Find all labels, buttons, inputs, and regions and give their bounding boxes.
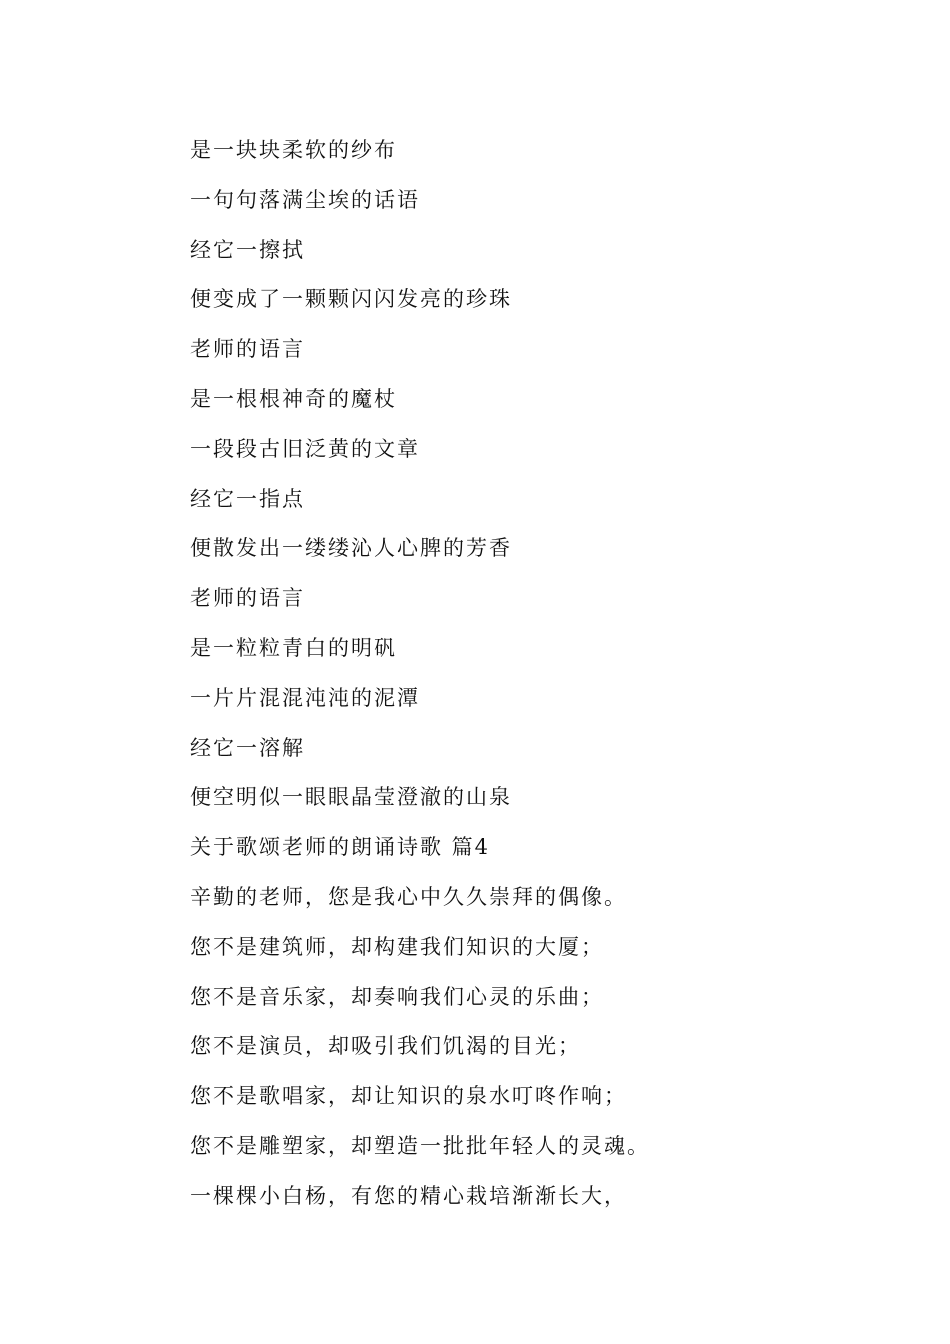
poem-text bbox=[190, 133, 890, 1229]
text-line: 您不是音乐家，却奏响我们心灵的乐曲； bbox=[190, 984, 604, 1009]
text-line: 您不是建筑师，却构建我们知识的大厦； bbox=[190, 934, 604, 959]
text-line: 是一粒粒青白的明矾 bbox=[190, 635, 397, 660]
text-line: 您不是雕塑家，却塑造一批批年轻人的灵魂。 bbox=[190, 1133, 650, 1158]
text-line: 一段段古旧泛黄的文章 bbox=[190, 436, 420, 461]
text-line: 经它一擦拭 bbox=[190, 237, 305, 262]
text-line: 经它一指点 bbox=[190, 486, 305, 511]
text-line: 便空明似一眼眼晶莹澄澈的山泉 bbox=[190, 785, 512, 810]
text-line: 便变成了一颗颗闪闪发亮的珍珠 bbox=[190, 287, 512, 312]
text-line: 经它一溶解 bbox=[190, 735, 305, 760]
text-line: 老师的语言 bbox=[190, 586, 305, 611]
text-line: 是一根根神奇的魔杖 bbox=[190, 386, 397, 411]
text-line: 是一块块柔软的纱布 bbox=[190, 138, 397, 162]
text-line: 您不是演员，却吸引我们饥渴的目光； bbox=[190, 1034, 581, 1059]
text-line: 一句句落满尘埃的话语 bbox=[190, 187, 420, 212]
text-line: 便散发出一缕缕沁人心脾的芳香 bbox=[190, 536, 512, 561]
text-line: 老师的语言 bbox=[190, 337, 305, 362]
section-heading: 关于歌颂老师的朗诵诗歌 篇4 bbox=[190, 835, 491, 860]
text-line: 一棵棵小白杨，有您的精心栽培渐渐长大， bbox=[190, 1183, 627, 1208]
text-line: 您不是歌唱家，却让知识的泉水叮咚作响； bbox=[190, 1084, 627, 1109]
text-line: 辛勤的老师，您是我心中久久崇拜的偶像。 bbox=[190, 884, 627, 909]
text-line: 一片片混混沌沌的泥潭 bbox=[190, 685, 420, 710]
